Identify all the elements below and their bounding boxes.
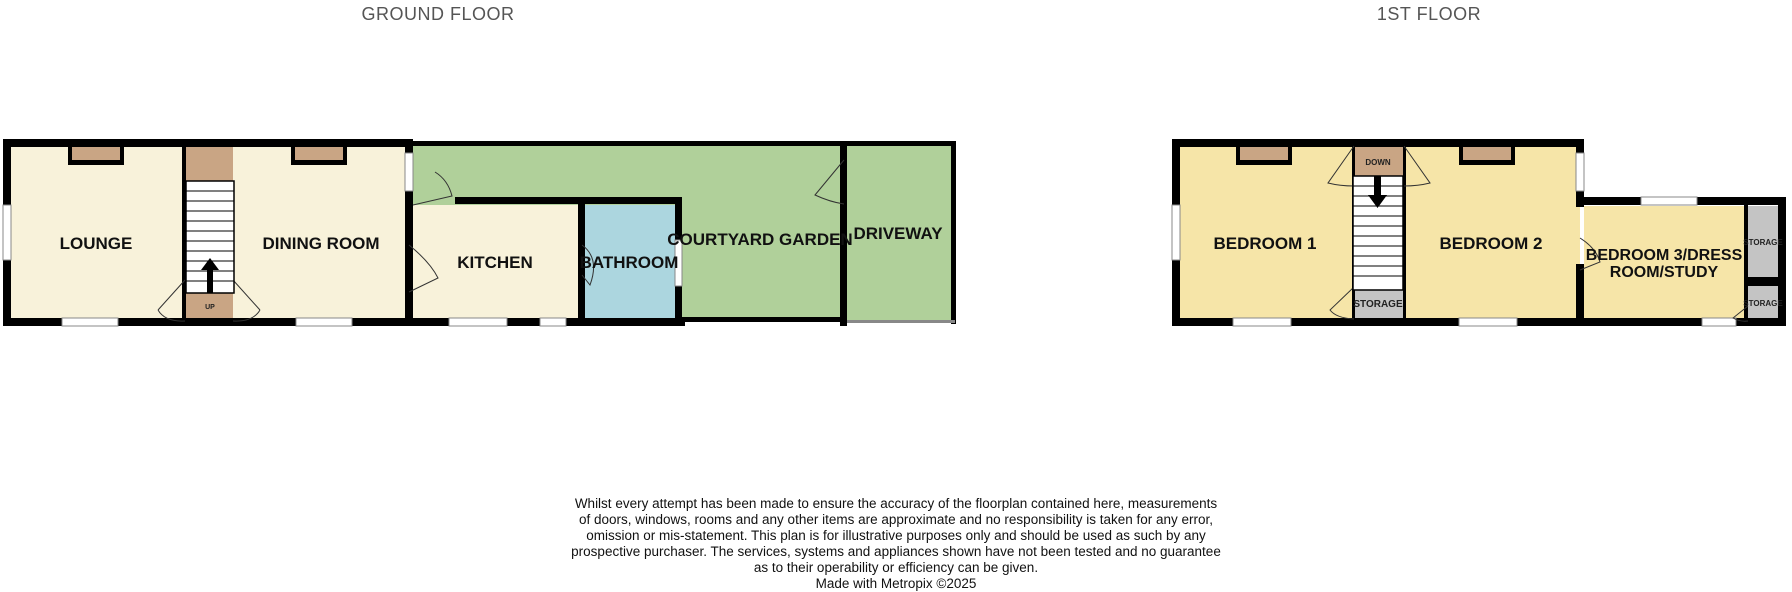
ground-floor-plan	[3, 139, 956, 326]
first-stair-label: DOWN	[1365, 158, 1391, 167]
disclaimer-line: as to their operability or efficiency can be given.	[753, 560, 1039, 575]
lounge-label: LOUNGE	[59, 234, 133, 253]
bedroom3-label-line2: ROOM/STUDY	[1609, 264, 1719, 281]
bedroom1-label: BEDROOM 1	[1213, 234, 1317, 253]
driveway-label: DRIVEWAY	[853, 224, 943, 243]
bedroom2-room	[1404, 144, 1580, 321]
bedroom3-label-line1: BEDROOM 3/DRESS	[1585, 247, 1743, 264]
dining-room-label: DINING ROOM	[262, 234, 380, 253]
storage-right-top-label: STORAGE	[1743, 238, 1783, 247]
disclaimer-line: of doors, windows, rooms and any other items are approximate and no responsibility is taken for any error,	[578, 512, 1214, 527]
disclaimer-line: prospective purchaser. The services, systems and appliances shown have not been tested and no guarantee	[571, 544, 1221, 559]
landing-storage-label: STORAGE	[1353, 299, 1403, 310]
ground-staircase	[186, 181, 234, 311]
disclaimer-line: Whilst every attempt has been made to ensure the accuracy of the floorplan contained here, measurements	[574, 496, 1218, 511]
bedroom2-label: BEDROOM 2	[1439, 234, 1543, 253]
credit-line: Made with Metropix ©2025	[815, 576, 977, 591]
ground-floor-title: GROUND FLOOR	[361, 4, 515, 24]
bathroom-label: BATHROOM	[579, 253, 679, 272]
storage-right-bottom-label: STORAGE	[1743, 299, 1783, 308]
ground-stair-label: UP	[205, 304, 215, 311]
disclaimer-line: omission or mis-statement. This plan is for illustrative purposes only and should be used as such by any	[586, 528, 1206, 543]
courtyard-garden-label: COURTYARD GARDEN	[667, 230, 853, 249]
first-floor-plan	[1172, 139, 1786, 326]
first-staircase	[1353, 158, 1403, 290]
lounge-room	[8, 144, 185, 321]
first-floor-title: 1ST FLOOR	[1376, 4, 1482, 24]
disclaimer-text	[546, 496, 1246, 592]
kitchen-label: KITCHEN	[457, 253, 533, 272]
bedroom1-room	[1178, 144, 1354, 321]
